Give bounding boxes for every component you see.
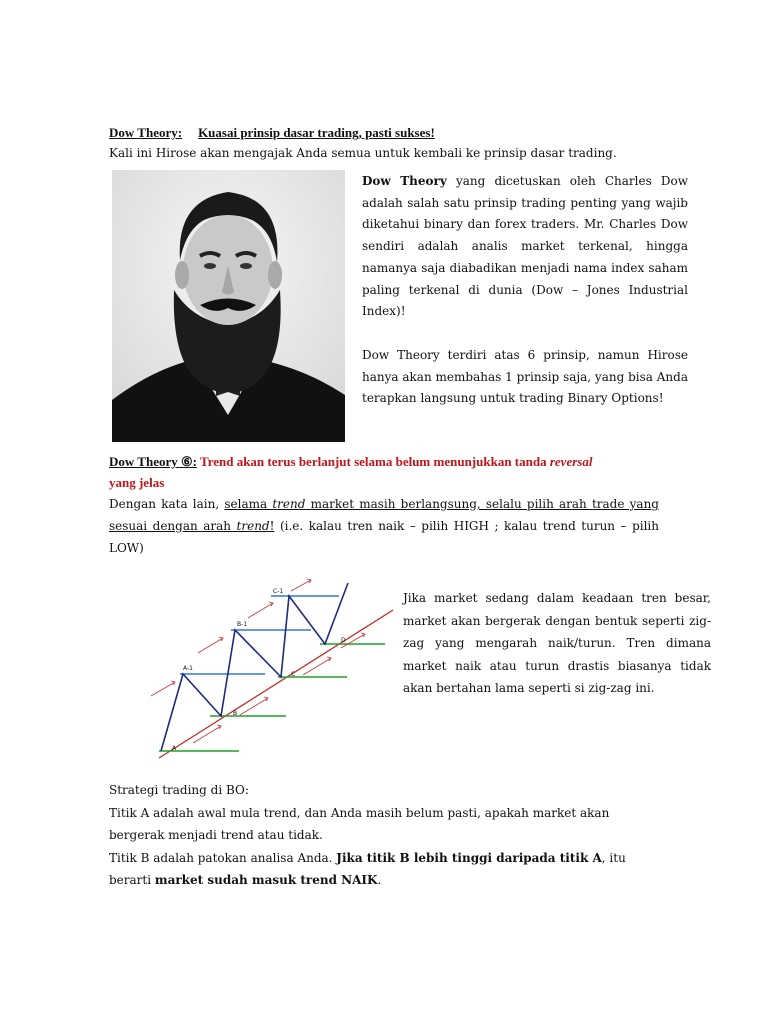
- charles-dow-portrait: [112, 170, 345, 442]
- principle-statement: Trend akan terus berlanjut selama belum menunjukkan tanda: [196, 454, 550, 469]
- zigzag-trend-diagram: [113, 578, 401, 760]
- zigzag-explanation-paragraph: Jika market sedang dalam keadaan tren besar, market akan bergerak dengan bentuk seperti zig-zag yang mengarah naik/turun. Tren dimana market naik atau turun drastis biasanya tidak akan bertahan lama seperti si zig-zag ini.: [403, 591, 711, 695]
- strategy-line-2: [109, 847, 659, 892]
- text-segment: Dengan kata lain,: [109, 497, 225, 511]
- point-label-a1: A-1: [183, 665, 193, 672]
- dow-theory-paragraph: [362, 171, 688, 323]
- point-label-d: D: [341, 637, 346, 644]
- strategy-section: [109, 779, 659, 892]
- text-segment: (i.e. kalau tren naik – pilih HIGH ; kalau trend turun – pilih LOW): [109, 519, 659, 555]
- point-label-b1: B-1: [237, 621, 248, 628]
- bold-conclusion: market sudah masuk trend NAIK: [154, 873, 378, 887]
- text-segment: market masih berlangsung, selalu pilih arah trade yang sesuai dengan arah: [109, 497, 659, 533]
- title-part-1: Dow Theory:: [109, 125, 183, 140]
- title-part-2: Kuasai prinsip dasar trading, pasti sukses!: [198, 125, 435, 140]
- principle-statement-end: yang jelas: [109, 475, 165, 490]
- text-segment: Titik B adalah patokan analisa Anda.: [109, 850, 337, 865]
- intro-text: Kali ini Hirose akan mengajak Anda semua untuk kembali ke prinsip dasar trading.: [109, 146, 617, 160]
- document-title: [109, 125, 435, 141]
- trend-word: trend: [236, 519, 270, 533]
- point-label-c: C: [291, 671, 296, 678]
- strategy-heading: Strategi trading di BO:: [109, 783, 249, 797]
- trend-explanation-paragraph: [109, 493, 659, 559]
- trend-arrow: [198, 638, 223, 653]
- point-label-c1: C-1: [273, 588, 284, 595]
- text-segment: , itu berarti: [109, 850, 626, 887]
- trend-arrow: [303, 658, 331, 675]
- strategy-line-1: Titik A adalah awal mula trend, dan Anda masih belum pasti, apakah market akan bergerak menjadi trend atau tidak.: [109, 805, 610, 842]
- principle-label: Dow Theory ⑥:: [109, 454, 197, 469]
- six-principles-paragraph: Dow Theory terdiri atas 6 prinsip, namun Hirose hanya akan membahas 1 prinsip saja, yang bisa Anda terapkan langsung untuk trading Binary Options!: [362, 348, 688, 406]
- trend-arrow: [151, 682, 175, 696]
- text-segment: .: [377, 873, 382, 887]
- trend-line: [159, 610, 393, 758]
- trend-arrow: [248, 603, 273, 618]
- point-label-a: A: [172, 745, 177, 752]
- bold-condition: Jika titik B lebih tinggi daripada titik A: [336, 850, 602, 865]
- text-segment: selama: [224, 497, 273, 511]
- reversal-word: reversal: [549, 454, 593, 469]
- trend-arrow: [240, 698, 268, 715]
- paragraph-text: yang dicetuskan oleh Charles Dow adalah salah satu prinsip trading penting yang wajib diketahui binary dan forex traders. Mr. Charles Dow sendiri adalah analis market terkenal, hingga namanya saja diabadikan menjadi nama index saham paling terkenal di dunia (Dow – Jones Industrial Index)!: [362, 174, 689, 319]
- text-segment: !: [269, 519, 275, 533]
- trend-word: trend: [272, 497, 306, 511]
- principle-six-heading: [109, 451, 669, 493]
- point-label-b: B: [233, 710, 238, 717]
- trend-arrow: [291, 580, 311, 591]
- dow-theory-bold: Dow Theory: [362, 174, 447, 188]
